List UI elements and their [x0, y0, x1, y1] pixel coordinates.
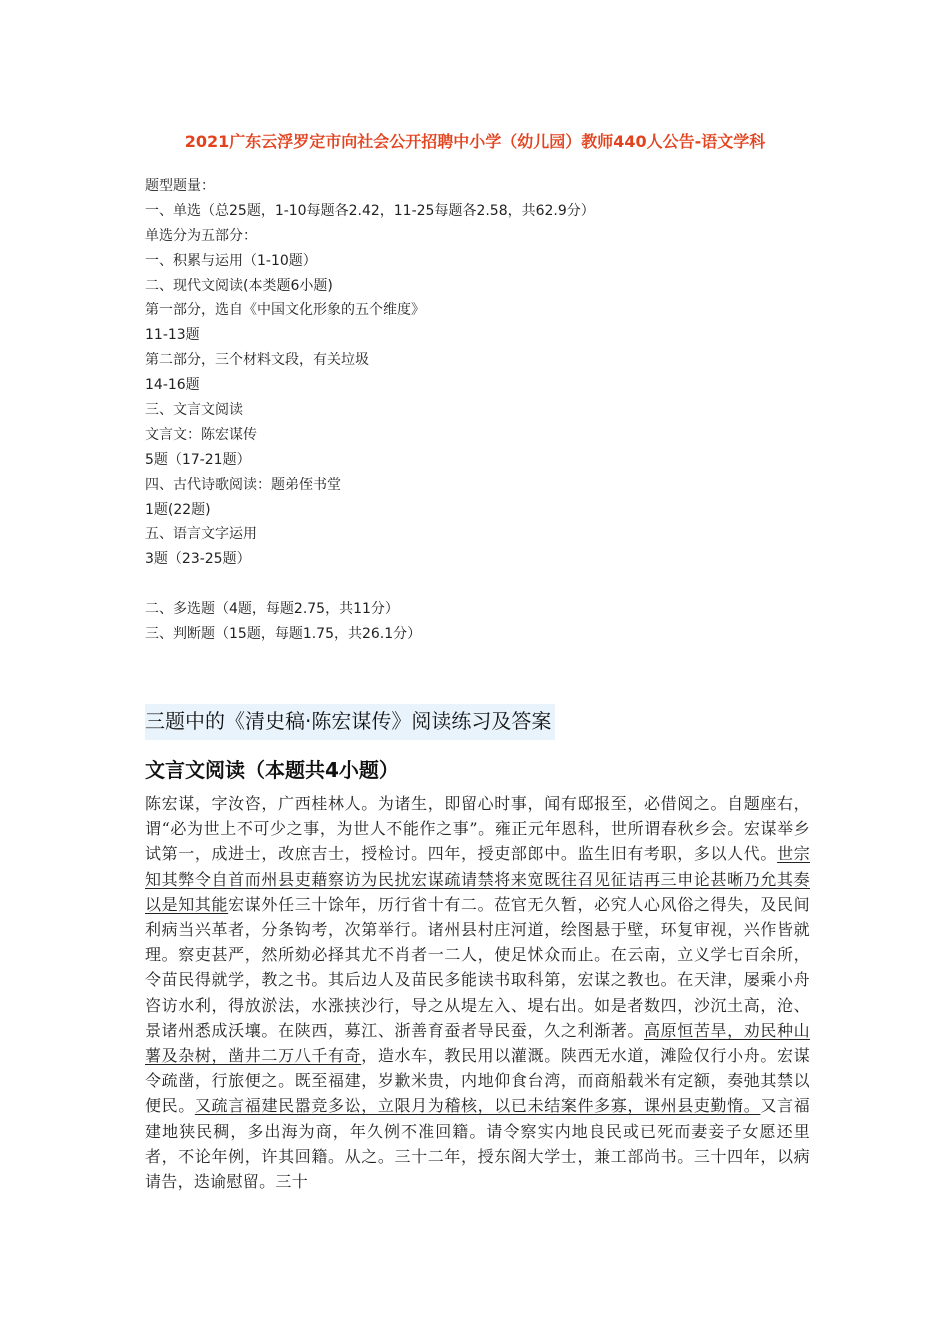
- underlined-sentence: 又疏言福建民嚣竞多讼，立限月为稽核，以已未结案件多寡，课州县吏勤惰。: [194, 1096, 761, 1116]
- underlined-sentence: 世宗知其弊令自首而州县吏藉察访为民扰宏谋疏请禁将来宽既往召见征诘再三申论甚晰乃允其奏以是知其能: [145, 844, 810, 914]
- summary-line: 题型题量：: [145, 178, 215, 194]
- classical-passage: [145, 791, 810, 1194]
- section-heading: 三题中的《清史稿·陈宏谋传》阅读练习及答案: [145, 704, 555, 740]
- sub-heading: 文言文阅读（本题共4小题）: [145, 758, 399, 782]
- summary-line: 第一部分，选自《中国文化形象的五个维度》: [145, 302, 425, 319]
- underlined-sentence: 高原恒苦旱，劝民种山薯及杂树，凿井二万八千有奇: [145, 1020, 810, 1066]
- document-title: 2021广东云浮罗定市向社会公开招聘中小学（幼儿园）教师440人公告-语文学科: [184, 132, 766, 151]
- summary-line: 3题（23-25题）: [145, 551, 251, 568]
- summary-line: 单选分为五部分：: [145, 227, 257, 244]
- passage-text: 陈宏谋，字汝咨，广西桂林人。为诸生，即留心时事，闻有邸报至，必借阅之。自题座右，谓“必为世上不可少之事，为世人不能作之事”。雍正元年恩科，世所谓春秋乡会。宏谋举乡试第一，成进士，改庶吉士，授检讨。四年，授吏部郎中。监生旧有考职，多以人代。: [145, 794, 810, 864]
- passage-text: 又言福建地狭民稠，多出海为商，年久例不准回籍。请令察实内地良民或已死而妻妾子女愿还里者，不论年例，许其回籍。从之。三十二年，授东阁大学士，兼工部尚书。三十四年，以病请告，迭谕慰留。三十: [145, 1096, 811, 1192]
- summary-line: 三、文言文阅读: [145, 402, 243, 419]
- summary-line: 一、单选（总25题，1-10每题各2.42，11-25每题各2.58，共62.9分）: [145, 202, 595, 219]
- summary-line: 第二部分，三个材料文段，有关垃圾: [145, 352, 369, 369]
- summary-line: 文言文：陈宏谋传: [145, 426, 257, 443]
- summary-line: 二、现代文阅读(本类题6小题): [145, 277, 333, 294]
- passage-text: ，造水车，教民用以灌溉。陕西无水道，滩险仅行小舟。宏谋令疏凿，行旅便之。既至福建，岁歉米贵，内地仰食台湾，而商船载米有定额，奏弛其禁以便民。: [145, 1046, 810, 1116]
- passage-text: 宏谋外任三十馀年，历行省十有二。莅官无久暂，必究人心风俗之得失，及民间利病当兴革者，分条钩考，次第举行。诸州县村庄河道，绘图悬于壁，环复审视，兴作皆就理。察吏甚严，然所劾必择其尤不肖者一二人，使足怵众而止。在云南，立义学七百余所，令苗民得就学，教之书。其后边人及苗民多能读书取科第，宏谋之教也。在天津，屡乘小舟咨访水利，得放淤法，水涨挟沙行，导之从堤左入、堤右出。如是者数四，沙沉土高，沧、景诸州悉成沃壤。在陕西，募江、浙善育蚕者导民蚕，久之利渐著。: [145, 894, 810, 1040]
- summary-line: 5题（17-21题）: [145, 451, 251, 468]
- summary-line: 二、多选题（4题，每题2.75，共11分）: [145, 601, 399, 618]
- summary-line: 五、语言文字运用: [145, 526, 257, 543]
- summary-line: 11-13题: [145, 327, 200, 344]
- summary-line: 14-16题: [145, 377, 200, 394]
- summary-line: 一、积累与运用（1-10题）: [145, 252, 317, 269]
- summary-line: 三、判断题（15题，每题1.75，共26.1分）: [145, 626, 422, 643]
- blank-line: [145, 572, 845, 597]
- exam-summary: [145, 174, 845, 647]
- summary-line: 四、古代诗歌阅读：题弟侄书堂: [145, 476, 341, 493]
- summary-line: 1题(22题): [145, 501, 211, 518]
